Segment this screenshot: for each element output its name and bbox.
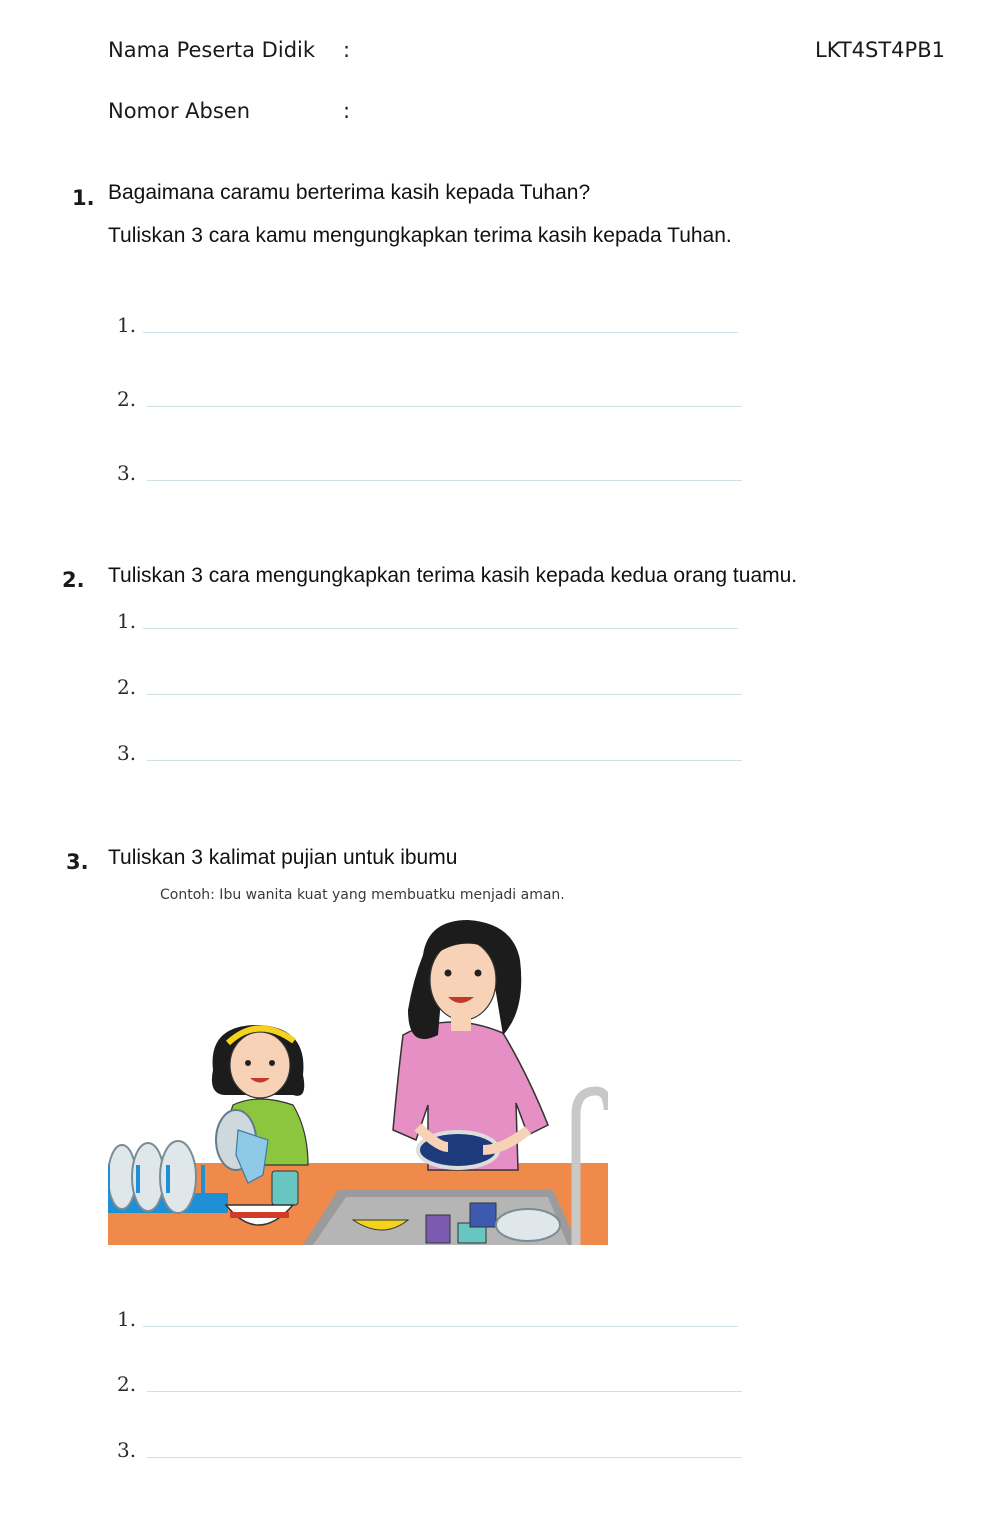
answer-1-2-line[interactable] bbox=[147, 406, 742, 407]
answer-2-2-number: 2. bbox=[117, 675, 137, 699]
answer-2-1-line[interactable] bbox=[143, 628, 738, 629]
answer-3-3-line[interactable] bbox=[147, 1457, 742, 1458]
answer-2-3-number: 3. bbox=[117, 741, 137, 765]
attendance-number-colon: : bbox=[343, 99, 351, 123]
answer-3-2-line[interactable] bbox=[147, 1391, 742, 1392]
answer-1-3-number: 3. bbox=[117, 461, 137, 485]
question-1-text: Bagaimana caramu berterima kasih kepada Tuhan? bbox=[108, 181, 591, 204]
answer-1-2-number: 2. bbox=[117, 387, 137, 411]
question-3-text: Tuliskan 3 kalimat pujian untuk ibumu bbox=[108, 846, 458, 869]
mother-daughter-washing-dishes-illustration bbox=[108, 915, 608, 1245]
question-2-number: 2. bbox=[62, 568, 85, 592]
question-1-instruction: Tuliskan 3 cara kamu mengungkapkan terima kasih kepada Tuhan. bbox=[108, 224, 732, 247]
question-2-text: Tuliskan 3 cara mengungkapkan terima kasih kepada kedua orang tuamu. bbox=[108, 564, 798, 587]
answer-3-2-number: 2. bbox=[117, 1372, 137, 1396]
answer-2-1-number: 1. bbox=[117, 609, 137, 633]
attendance-number-label: Nomor Absen bbox=[108, 99, 251, 123]
answer-1-3-line[interactable] bbox=[147, 480, 742, 481]
answer-3-1-number: 1. bbox=[117, 1307, 137, 1331]
student-name-colon: : bbox=[343, 38, 351, 62]
answer-1-1-number: 1. bbox=[117, 313, 137, 337]
example-caption: Contoh: Ibu wanita kuat yang membuatku menjadi aman. bbox=[160, 887, 565, 903]
question-3-number: 3. bbox=[66, 850, 89, 874]
answer-2-3-line[interactable] bbox=[147, 760, 742, 761]
worksheet-code: LKT4ST4PB1 bbox=[815, 38, 945, 62]
student-name-label: Nama Peserta Didik bbox=[108, 38, 316, 62]
answer-3-1-line[interactable] bbox=[143, 1326, 738, 1327]
answer-1-1-line[interactable] bbox=[143, 332, 738, 333]
answer-2-2-line[interactable] bbox=[147, 694, 742, 695]
answer-3-3-number: 3. bbox=[117, 1438, 137, 1462]
question-1-number: 1. bbox=[72, 186, 95, 210]
